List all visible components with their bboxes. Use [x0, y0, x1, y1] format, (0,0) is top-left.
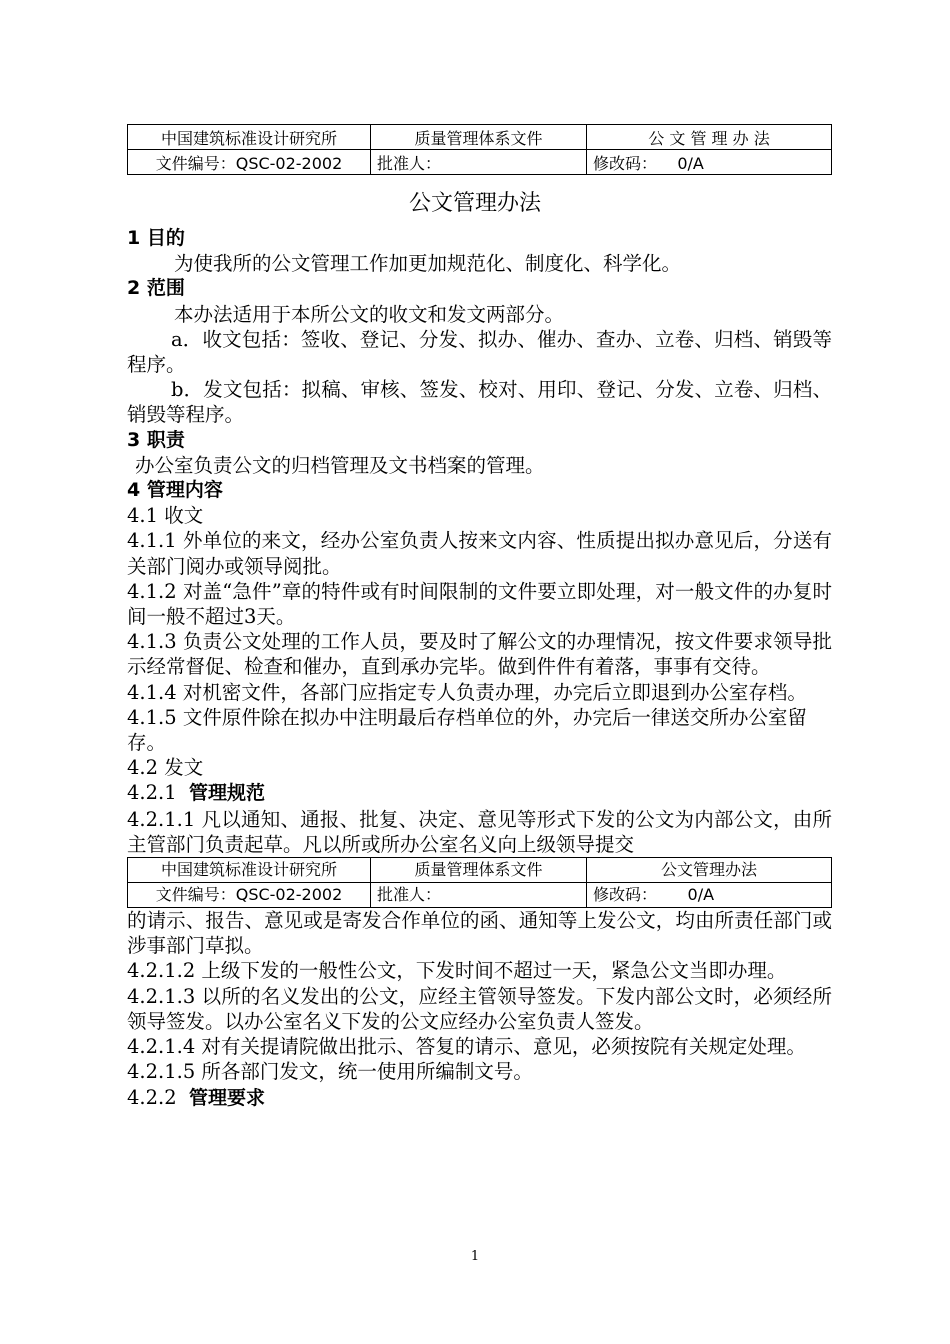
section-heading: 4 管理内容: [127, 479, 223, 502]
subsection-number: 4.2.2: [127, 1085, 190, 1109]
header-row: [128, 883, 832, 908]
header-row: [128, 150, 832, 175]
system-cell: 质量管理体系文件: [371, 858, 587, 883]
paragraph: 4.2.1.2 上级下发的一般性公文，下发时间不超过一天，紧急公文当即办理。: [127, 959, 787, 983]
subsection-number: 4.2.1: [127, 781, 190, 805]
paragraph: 4.2.1.1 凡以通知、通报、批复、决定、意见等形式下发的公文为内部公文，由所主管部门负责起草。凡以所或所办公室名义向上级领导提交: [127, 807, 832, 856]
paragraph: 4.2.1.4 对有关提请院做出批示、答复的请示、意见，必须按院有关规定处理。: [127, 1035, 806, 1059]
paragraph: 4.1.4 对机密文件，各部门应指定专人负责办理，办完后立即退到办公室存档。: [127, 680, 807, 704]
paragraph: 的请示、报告、意见或是寄发合作单位的函、通知等上发公文，均由所责任部门或涉事部门草拟。: [127, 909, 832, 958]
paragraph: 为使我所的公文管理工作加更加规范化、制度化、科学化。: [174, 252, 682, 276]
doc-no-cell: 文件编号：QSC-02-2002: [128, 883, 371, 908]
header-table-mid: [127, 857, 832, 908]
paragraph: 4.2.1.5 所各部门发文，统一使用所编制文号。: [127, 1060, 533, 1084]
section-heading: 3 职责: [127, 428, 185, 451]
subsection-title: 管理规范: [189, 782, 266, 805]
org-cell: 中国建筑标准设计研究所: [128, 858, 371, 883]
subsection-heading: [127, 1085, 832, 1111]
revision-cell: 修改码： 0/A: [587, 150, 832, 175]
section-heading: 1 目的: [127, 227, 185, 249]
paragraph: a．收文包括：签收、登记、分发、拟办、催办、查办、立卷、归档、销毁等程序。: [127, 327, 832, 377]
subsection-heading: 4.2 发文: [127, 756, 204, 780]
header-row: [128, 125, 832, 150]
subsection-title: 管理要求: [189, 1086, 266, 1109]
doc-name-cell: 公 文 管 理 办 法: [587, 125, 832, 150]
org-cell: 中国建筑标准设计研究所: [128, 125, 371, 150]
paragraph: 4.1.3 负责公文处理的工作人员，要及时了解公文的办理情况，按文件要求领导批示经常督促、检查和催办，直到承办完毕。做到件件有着落，事事有交待。: [127, 630, 832, 679]
subsection-heading: 4.1 收文: [127, 504, 204, 528]
doc-no-cell: 文件编号：QSC-02-2002: [128, 150, 371, 175]
approver-cell: 批准人：: [371, 883, 587, 908]
paragraph: 4.1.2 对盖“急件”章的特件或有时间限制的文件要立即处理，对一般文件的办复时间一般不超过3天。: [127, 579, 832, 629]
paragraph: 4.1.1 外单位的来文，经办公室负责人按来文内容、性质提出拟办意见后，分送有关部门阅办或领导阅批。: [127, 529, 832, 578]
document-body: [127, 226, 832, 1111]
section-heading: 2 范围: [127, 277, 185, 300]
system-cell: 质量管理体系文件: [371, 125, 587, 150]
paragraph: 4.1.5 文件原件除在拟办中注明最后存档单位的外，办完后一律送交所办公室留存。: [127, 705, 807, 755]
doc-name-cell: 公文管理办法: [587, 858, 832, 883]
approver-cell: 批准人：: [371, 150, 587, 175]
paragraph: 4.2.1.3 以所的名义发出的公文，应经主管领导签发。下发内部公文时，必须经所领导签发。以办公室名义下发的公文应经办公室负责人签发。: [127, 984, 832, 1033]
paragraph: 本办法适用于本所公文的收文和发文两部分。: [174, 302, 565, 326]
revision-cell: 修改码： 0/A: [587, 883, 832, 908]
subsection-heading: [127, 780, 832, 806]
paragraph: 办公室负责公文的归档管理及文书档案的管理。: [135, 453, 545, 477]
page-number: 1: [470, 1249, 480, 1264]
paragraph: b．发文包括：拟稿、审核、签发、校对、用印、登记、分发、立卷、归档、销毁等程序。: [127, 378, 832, 427]
header-table-top: [127, 124, 832, 175]
document-title: 公文管理办法: [408, 191, 541, 216]
header-row: [128, 858, 832, 883]
